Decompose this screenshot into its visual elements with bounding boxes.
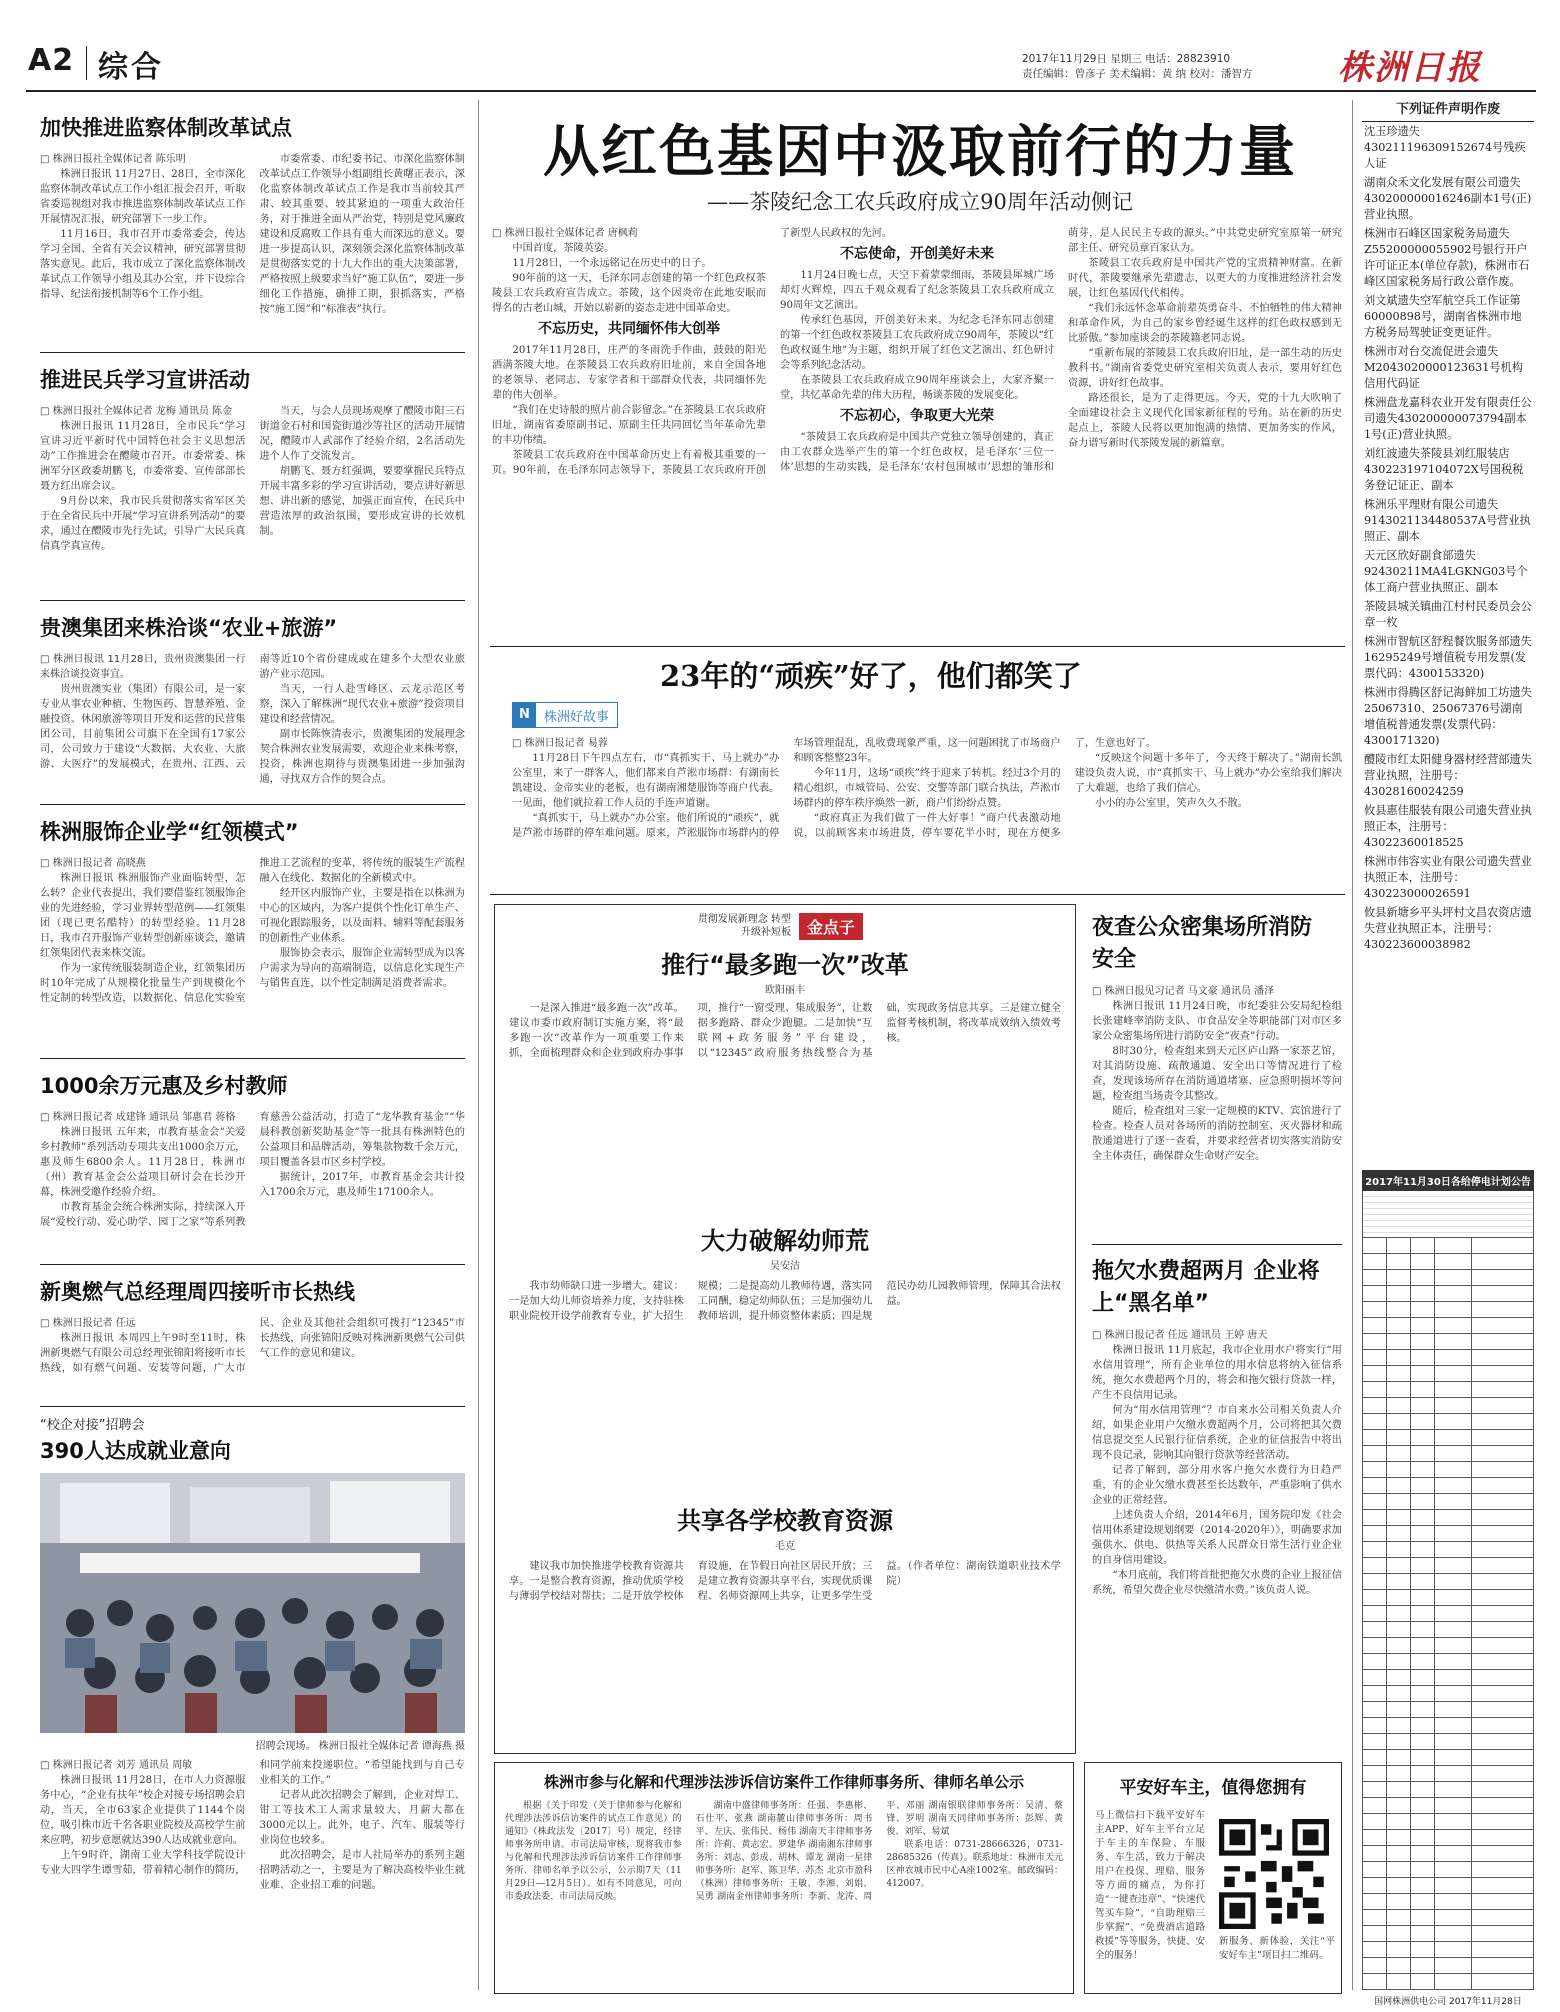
column-kicker: 贯彻发展新理念 转型升级补短板 — [697, 914, 791, 938]
article-body — [40, 1758, 465, 1944]
notice-item: 株洲市智航区舒程餐饮服务部遗失16295249号增值税专用发票(发票代码：4300153320) — [1364, 635, 1532, 680]
paragraph: 胡鹏飞、聂方红强调，要要掌握民兵特点开展丰富多彩的学习宣讲活动，要点讲好新思想、讲出新的感觉，加强正面宣传，在民兵中营造浓厚的政治氛围，要形成宣讲的长效机制。 — [259, 466, 465, 537]
paragraph: 经开区内服饰产业，主要是指在以株洲为中心的区域内，为客户提供个性化订单生产、可视化跟踪服务，以及面料、辅料等配套服务的创新性产业体系。 — [259, 888, 465, 944]
paragraph: 上述负责人介绍，2014年6月，国务院印发《社会信用体系建设规划纲要（2014-2020年）》，明确要求加强供水、供电、供热等关系人民群众日常生活行业企业的自身信用建设。 — [1092, 1510, 1342, 1566]
headline: 1000余万元惠及乡村教师 — [40, 1074, 288, 1098]
story-tag — [512, 702, 618, 728]
article-teachers — [40, 1070, 465, 1260]
paragraph: 此次招聘会，是市人社局举办的系列主题招聘活动之一，主要是为了解决高校毕业生就业难、企业招工难的问题。 — [259, 1850, 465, 1891]
paragraph: 8时30分，检查组来到天元区庐山路一家茶艺馆，对其消防设施、疏散通道、安全出口等情况进行了检查，发现该场所存在消防通道堵塞、应急照明损坏等问题，检查组当场责令其整改。 — [1092, 1046, 1342, 1102]
paragraph: 市教育基金会统合株洲实际，持续深入开展“爱校行动、爱心助学、园丁之家”等系列教育慈善公益活动，打造了“龙华教育基金”“华晨科教创新奖助基金”等一批具有株洲特色的公益项目和品牌活动，筹集款物数千余万元，项目覆盖各县市区乡村学校。 — [40, 1112, 465, 1228]
byline: □ 株洲日报见习记者 马文豪 通讯员 潘泽 — [1092, 986, 1275, 997]
article-supervision — [40, 112, 465, 322]
article-militia — [40, 364, 465, 584]
page-number: A2 — [28, 43, 75, 78]
notice-item: 株洲市石峰区国家税务局遗失Z55200000055902号银行开户许可证正本(单位存款)，株洲市石峰区国家税务局行政公章作废。 — [1364, 227, 1530, 288]
notice-intro: 根据《关于印发（关于律师参与化解和代理涉法涉诉信访案件的试点工作意见）的通知》（株政法发〔2017〕号）规定，经律师事务所申请、市司法局审核，现将我市参与化解和代理涉法涉诉信访案件工作律师事务所、律师名单予以公示，公示期7天（11月29日—12月5日）。如有不同意见，可向市委政法委、市司法局反映。 — [505, 1801, 682, 1902]
paragraph: 当天，与会人员现场观摩了醴陵市阳三石街道金石村和国瓷街道沙等社区的活动开展情况，醴陵市人武部作了经验介绍，2名活动先进个人作了交流发言。 — [259, 406, 465, 462]
paragraph: “茶陵县工农兵政府是中国共产党独立领导创建的，真正由工农群众选举产生的第一个红色政权，是毛泽东‘三位一体’思想的生动实践，是毛泽东‘农村包围城市’思想的雏形和萌芽，是人民民主专政的源头。”中共党史研究室原第一研究部主任、研究员章百家认为。 — [780, 228, 1342, 473]
paragraph: 当天，一行人赴雪峰区、云龙示范区考察，深入了解株洲“现代农业+旅游”投资项目建设和经营情况。 — [259, 684, 465, 725]
paragraph: 何为“用水信用管理”？市自来水公司相关负责人介绍，如果企业用户欠缴水费超两个月，公司将把其欠费信息提交至人民银行征信系统，企业的征信报告中将出现不良记录，影响其向银行贷款等经营活动。 — [1092, 1405, 1342, 1461]
notice-item: 沈玉珍遗失430211196309152674号残疾人证 — [1364, 125, 1526, 170]
paragraph: 路还很长，是为了走得更远。今天，党的十九大吹响了全面建设社会主义现代化国家新征程的号角。站在新的历史起点上，茶陵人民将以更加饱满的热情、更加务实的作风，奋力谱写新时代茶陵发展的新篇章。 — [1068, 393, 1342, 449]
notice-item: 株洲乐平理财有限公司遗失9143021134480537A号营业执照正、副本 — [1364, 498, 1531, 543]
subheading: 不忘初心，争取更大光荣 — [840, 408, 994, 424]
headline: 贵澳集团来株洽谈“农业+旅游” — [40, 616, 338, 640]
byline: □ 株洲日报记者 任远 通讯员 王婷 唐天 — [1092, 1330, 1268, 1341]
notice-item: 株洲盘龙嘉科农业开发有限责任公司遗失430200000073794副本1号(正)营业执照。 — [1364, 396, 1532, 441]
feature-headline: 从红色基因中汲取前行的力量 — [543, 119, 1297, 185]
byline: □ 株洲日报记者 易蓉 — [512, 738, 608, 749]
paragraph: 作为一家传统服装制造企业，红领集团历时10年完成了从规模化批量生产到规模化个性定制的转型改造，以数据化、信息化实验室推进工艺流程的变革，将传统的服装生产流程融入在线化、数据化的全新模式中。 — [40, 858, 465, 1004]
paragraph: 在茶陵县工农兵政府成立90周年座谈会上，大家齐聚一堂，共忆革命先辈的伟大历程，畅谈茶陵的发展变化。 — [780, 375, 1054, 401]
photo-caption: 招聘会现场。 株洲日报社全媒体记者 谭海燕 摄 — [255, 1741, 465, 1752]
notice-item: 攸县新塘乡平头坪村文昌农资店遗失营业执照正本，注册号：430223600038982 — [1364, 906, 1532, 951]
article-body — [40, 856, 465, 1036]
idea1-headline: 推行“最多跑一次”改革 — [661, 951, 909, 979]
idea2-author: 吴安洁 — [770, 1261, 800, 1272]
paragraph: “本月底前，我们将首批把拖欠水费的企业上报征信系统，希望欠费企业尽快缴清水费。”该负责人说。 — [1092, 1570, 1342, 1596]
paragraph: “我们永远怀念革命前辈英勇奋斗、不怕牺牲的伟大精神和革命作风，为自己的家乡曾经诞生这样的红色政权感到无比骄傲。”参加座谈会的茶陵籍老同志说。 — [1068, 303, 1342, 344]
article-water-fee — [1092, 1256, 1342, 1744]
headline: 新奥燃气总经理周四接听市长热线 — [40, 1280, 355, 1304]
column-badge: 金点子 — [799, 913, 863, 940]
headline: 拖欠水费超两月 企业将上“黑名单” — [1092, 1259, 1320, 1316]
outage-notice — [1362, 1170, 1534, 2007]
paper-logo: 株洲日报 — [1338, 48, 1482, 88]
byline: □ 株洲日报社全媒体记者 陈乐明 — [40, 154, 186, 165]
byline: □ 株洲日报讯 11月28日，贵州贵澳集团一行来株洽谈投资事宜。 — [40, 654, 246, 680]
notice-item: 刘文斌遗失空军航空兵工作证第60000898号，湖南省株洲市地方税务局驾驶证变更证件。 — [1364, 294, 1522, 339]
paragraph: 株洲日报讯 11月24日晚，市纪委驻公安局纪检组长张建峰率消防支队、市食品安全等职能部门对市区多家公众密集场所进行消防安全“夜查”行动。 — [1092, 1001, 1342, 1042]
notice-item: 醴陵市红太阳健身器材经营部遗失营业执照，注册号：43028160024259 — [1364, 753, 1532, 798]
paragraph: 株洲日报讯 11月27日、28日，全市深化监察体制改革试点工作小组汇报会召开，听取省委巡视组对我市推进监察体制改革试点工作开展情况汇报，研究部署下一步工作。 — [40, 169, 246, 225]
article-garment — [40, 816, 465, 1036]
paragraph: 市委常委、市纪委书记、市深化监察体制改革试点工作领导小组副组长黄曙正表示，深化监察体制改革试点工作是我市当前较其严肃、较其重要、较其紧迫的一项重大政治任务，对于推进全面从严治党，特别是党风廉政建设和反腐败工作具有重大而深远的意义。要进一步提高认识，深刻领会深化监察体制改革是贯彻落实党的十九大作出的重大决策部署，严格按照上级要求当好“施工队伍”，要进一步细化工作措施，确排工期，狠抓落实，严格按“施工图”和“标准表”执行。 — [259, 154, 465, 315]
idea1-author: 欧阳丽丰 — [765, 985, 805, 996]
idea3-author: 毛克 — [775, 1541, 795, 1552]
article-gas-hotline — [40, 1276, 465, 1406]
paragraph: 株洲日报讯 11月28日，全市民兵“学习宣讲习近平新时代中国特色社会主义思想活动”工作推进会在醴陵市召开。市委常委、株洲军分区政委胡鹏飞，市委常委、宣传部部长聂方红出席会议。 — [40, 421, 246, 492]
byline: □ 株洲日报记者 高晓燕 — [40, 858, 146, 869]
paragraph: 小小的办公室里，笑声久久不散。 — [1095, 798, 1248, 809]
kicker: “校企对接”招聘会 — [40, 1418, 145, 1433]
paragraph: 服饰协会表示，服饰企业需转型成为以客户需求为导向的高端制造，以信息化实现生产与销售直连，以个性定制满足消费者需求。 — [259, 948, 465, 989]
byline: □ 株洲日报记者 任远 — [40, 1318, 136, 1329]
paragraph: 9月份以来，我市民兵贯彻落实省军区关于在全省民兵中开展“学习宣讲系列活动”的要求，通过在醴陵市先行先试，引导广大民兵真信真学真宣传。 — [40, 496, 246, 552]
paragraph: 株洲日报讯 11月底起，我市企业用水户将实行“用水信用管理”，所有企业单位的用水信息将纳入征信系统，拖欠水费超两个月的，将会和拖欠银行贷款一样，产生不良信用记录。 — [1092, 1345, 1342, 1401]
paragraph: 90年前的这一天，毛泽东同志创建的第一个红色政权茶陵县工农兵政府宣告成立。茶陵，这个因炎帝在此地安眠而得名的古老山城，开始以崭新的姿态走进中国革命史。 — [492, 273, 766, 314]
paragraph: 据统计，2017年，市教育基金会共计投入1700余万元，惠及师生17100余人。 — [259, 1172, 465, 1198]
qr-code[interactable] — [1219, 1819, 1329, 1929]
paragraph: 11月28日，一个永远铭记在历史中的日子。 — [512, 258, 712, 269]
headline: 夜查公众密集场所消防安全 — [1092, 915, 1313, 972]
notice-item: 株洲市对台交流促进会遗失M2043020000123631号机构信用代码证 — [1364, 345, 1523, 390]
ad-title: 平安好车主，值得您拥有 — [1119, 1778, 1307, 1798]
subheading: 不忘使命，开创美好未来 — [840, 246, 994, 262]
notice-item: 攸县惠佳服装有限公司遗失营业执照正本，注册号：43022360018525 — [1364, 804, 1532, 849]
paragraph: 2017年11月28日，庄严的冬雨洗手作曲，鼓鼓的阳光洒满茶陵大地。在茶陵县工农兵政府旧址前，来自全国各地的老领导、老同志、专家学者和干部群众代表，共同缅怀先辈的伟大创举。 — [492, 345, 766, 401]
notice-item: 株洲市伟容实业有限公司遗失营业执照正本，注册号：430223000026591 — [1364, 855, 1532, 900]
paragraph: “重新布展的茶陵县工农兵政府旧址，是一部生动的历史教科书。”湖南省委党史研究室相关负责人表示，要用好红色资源，讲好红色故事。 — [1068, 348, 1342, 389]
paragraph: “真抓实干，马上就办”办公室。他们所说的“顽疾”，就是芦淞市场群的停车难问题。原来，芦淞服饰市场群内的停车场管理混乱，乱收费现象严重，这一问题困扰了市场商户和顾客整整23年。 — [512, 738, 1061, 839]
headline: 株洲服饰企业学“红领模式” — [40, 820, 299, 844]
headline: 推进民兵学习宣讲活动 — [40, 368, 250, 392]
paragraph: 株洲日报讯 11月28日，在市人力资源服务中心，“企业有扶年”校企对接专场招聘会启动，当天，全市63家企业提供了1144个岗位，吸引株市近千名各职业院校及高校学生前来应聘，初步意愿就达390人达成就业意向。 — [40, 1775, 246, 1846]
paragraph: “我们在史诗般的照片前合影留念。”在茶陵县工农兵政府旧址，湖南省委原副书记、原副主任共同回忆当年革命先辈的丰功伟绩。 — [492, 405, 766, 446]
notice-item: 株洲市得腾区舒记海鲜加工坊遗失25067310、25067376号湖南增值税普通发票(发票代码：4300171320) — [1364, 686, 1532, 747]
outage-title: 2017年11月30日各给停电计划公告 — [1362, 1170, 1534, 1191]
story-body — [512, 736, 1342, 886]
article-body — [1092, 984, 1342, 1232]
byline: □ 株洲日报记者 成建锋 通讯员 邹惠君 蒋格 — [40, 1112, 236, 1123]
paragraph: 记者了解到，部分用水客户拖欠水费行为日趋严重，有的企业欠缴水费甚至长达数年，严重影响了供水企业的正常经营。 — [1092, 1465, 1342, 1506]
feature-body — [492, 226, 1342, 636]
sidebar-header: 下列证件声明作废 — [1362, 98, 1534, 122]
outage-footer: 国网株洲供电公司 2017年11月28日 — [1374, 1997, 1522, 2007]
article-job-fair — [40, 1414, 465, 1944]
car-owner-ad — [1084, 1762, 1342, 1994]
paragraph: 株洲日报讯 本周四上午9时至11时，株洲新奥燃气有限公司总经理张锦阳将接听市长热线，如有燃气问题、安装等问题，广大市民、企业及其他社会组织可拨打“12345”市长热线，向张锦阳反映对株洲新奥燃气公司供气工作的意见和建议。 — [40, 1318, 465, 1374]
article-body — [40, 1110, 465, 1260]
paragraph: 株洲日报讯 五年来，市教育基金会“关爱乡村教师”系列活动专项共支出1000余万元，惠及师生6800余人。11月28日，株洲市（州）教育基金会公益项目研讨会在长沙开幕，株洲受邀作经验介绍。 — [40, 1127, 246, 1198]
notice-body — [505, 1800, 1063, 1978]
ad-text: 马上微信扫下载平安好车主APP，好车主平台立足于车主的车保险、车服务、车生活，致力于解决用户在投保、理赔、服务等方面的痛点，为你打造“一键查违章”、“快速代驾买车险”、“自助理赔三步掌握”、“免费酒店道路救援”等等服务，快捷、安全的服务！ — [1095, 1810, 1205, 1961]
notice-item: 刘红波遗失茶陵县刘红服装店430223197104072X号国税税务登记证正、副本 — [1364, 447, 1524, 492]
paragraph: 11月28日下午四点左右，市“真抓实干、马上就办”办公室里，来了一群客人，他们都来自芦淞市场群：有湖南长凯建设、金帝实业的老板，也有湖南湘楚服饰等商户代表。一见面，他们就拉着工作人员的手连声道谢。 — [512, 753, 780, 809]
notice-firms: 湖南中盛律师事务所：任强、李惠彬、石仕平、张燕 湖南麓山律师事务所：周书平、左庆、张伟民、杨伟 湖南天丰律师事务所：许莉、黄志宏、罗建华 湖南湘东律师事务所：刘志、彭成、胡林、谭龙 湖南一星律师事务所：赵军、陈卫华、苏杰 北京市盈科（株洲）律师事务所：王敏、李湘、刘娟、吴勇 湖南金州律师事务所：李新、龙涛、周平、邓丽 湖南银联律师事务所：吴清、蔡锋、罗明 湖南天同律师事务所：彭辉、黄俊、刘军、易斌 — [695, 1801, 1063, 1902]
byline: □ 株洲日报记者 刘芳 通讯员 周敏 — [40, 1760, 193, 1771]
paragraph: “政府真正为我们做了一件大好事！”商户代表激动地说，以前顾客来市场进货，停车要花半小时，现在方便多了，生意也好了。 — [793, 738, 1157, 839]
article-body — [40, 652, 465, 800]
subheading: 不忘历史，共同缅怀伟大创举 — [538, 321, 720, 337]
paragraph: 中国首度，茶陵英姿。 — [512, 243, 615, 254]
notice-item: 茶陵县城关镇曲江村村民委员会公章一枚 — [1364, 600, 1532, 629]
article-guiao — [40, 612, 465, 800]
notice-list — [1364, 124, 1532, 1160]
outage-table — [1362, 1237, 1534, 1990]
idea3-headline: 共享各学校教育资源 — [677, 1507, 893, 1535]
ad-footer: 新服务、新体验，关注“平安好车主”项目扫二维码。 — [1219, 1936, 1335, 1961]
paragraph: 上午9时许，湖南工业大学科技学院设计专业大四学生谭雪茹，带着精心制作的简历，和同学前来投递职位。“希望能找到与自己专业相关的工作。” — [40, 1760, 465, 1876]
story-headline: 23年的“顽疾”好了，他们都笑了 — [660, 659, 1082, 693]
paragraph: 11月16日，我市召开市委常委会，传达学习全国、全省有关会议精神，研究部署贯彻落实意见。此后，我市成立了深化监察体制改革试点工作领导小组及其办公室，并下设综合指导、纪法衔接机制等6个工作小组。 — [40, 229, 246, 300]
notice-title: 株洲市参与化解和代理涉法涉诉信访案件工作律师事务所、律师名单公示 — [543, 1773, 1024, 1791]
article-body — [40, 1316, 465, 1406]
headline: 加快推进监察体制改革试点 — [40, 116, 292, 140]
paragraph: 记者从此次招聘会了解到，企业对焊工、钳工等技术工人需求量较大，月薪大都在3000元以上。此外，电子、汽车、服装等行业岗位也较多。 — [259, 1790, 465, 1846]
paragraph: 随后，检查组对三家一定规模的KTV、宾馆进行了检查。检查人员对各场所的消防控制室、灭火器材和疏散通道进行了逐一查看，并要求经营者切实落实消防安全主体责任，确保群众生命财产安全。 — [1092, 1106, 1342, 1162]
notice-item: 湖南众禾文化发展有限公司遗失430200000016246副本1号(正)营业执照。 — [1364, 176, 1532, 221]
paragraph: 贵州贵澳实业（集团）有限公司，是一家专业从事农业种植、生物医药、智慧养殖、金融投资、休闲旅游等项目开发和运营的民营集团公司，目前集团公司旗下在全国有17家公司，公司致力于建设“大数据、大农业、大旅游、大医疗”的发展模式，在贵州、江西、云南等近10个省份建成或在建多个大型农业旅游产业示范园。 — [40, 654, 465, 770]
paragraph: 传承红色基因，开创美好未来。为纪念毛泽东同志创建的第一个红色政权茶陵县工农兵政府成立90周年，茶陵以“红色政权诞生地”为主题，组织开展了红色文艺演出、红色研讨会等系列纪念活动。 — [780, 315, 1054, 371]
ideas-column-box — [494, 904, 1076, 1754]
notice-contact: 联系电话：0731-28666326，0731-28685326（传真）。联系地址：株洲市天元区神农城市民中心A座1002室。邮政编码：412007。 — [886, 1840, 1063, 1889]
article-fire-safety — [1092, 912, 1342, 1232]
paragraph: 株洲日报讯 株洲服饰产业面临转型，怎么转？企业代表提出，我们要借鉴红领服饰企业的先进经验，学习业界转型范例——红领集团（现已更名酷特）的转型经验。11月28日，我市召开服饰产业转型创新座谈会，邀请红领集团代表来株交流。 — [40, 873, 246, 959]
feature-subtitle: ——茶陵纪念工农兵政府成立90周年活动侧记 — [707, 190, 1133, 214]
tag-label: 株洲好故事 — [543, 709, 609, 725]
notice-item: 天元区欣好副食部遗失92430211MA4LGKNG03号个体工商户营业执照正、副本 — [1364, 549, 1528, 594]
paragraph: 今年11月，这场“顽疾”终于迎来了转机。经过3个月的精心组织，市城管局、公安、交警等部门联合执法，芦淞市场群内的停车秩序焕然一新，商户们纷纷点赞。 — [793, 768, 1061, 809]
article-body — [40, 152, 465, 322]
paragraph: “反映这个问题十多年了，今天终于解决了。”湖南长凯建设负责人说，市“真抓实干、马上就办”办公室给我们解决了大难题，也给了我们信心。 — [1074, 753, 1342, 794]
idea2-body: 我市幼师缺口进一步增大。建议：一是加大幼儿师资培养力度，支持驻株职业院校开设学前教育专业，扩大招生规模；二是提高幼儿教师待遇，落实同工同酬，稳定幼师队伍；三是加强幼儿教师培训，提升师资整体素质；四是规范民办幼儿园教师管理，保障其合法权益。 — [509, 1281, 1061, 1322]
headline: 390人达成就业意向 — [40, 1439, 231, 1463]
paragraph: 11月24日晚七点，天空下着蒙蒙细雨，茶陵县犀城广场却灯火辉煌，四五千观众观看了纪念茶陵县工农兵政府成立90周年文艺演出。 — [780, 270, 1054, 311]
tag-icon: N — [513, 703, 536, 727]
job-fair-photo — [40, 1473, 465, 1733]
idea2-headline: 大力破解幼师荒 — [701, 1227, 869, 1255]
paragraph: 茶陵县工农兵政府在中国革命历史上有着极其重要的一页。90年前，在毛泽东同志领导下，茶陵县工农兵政府开创了新型人民政权的先河。 — [492, 228, 893, 476]
date-line: 2017年11月29日 星期三 电话：28823910 — [1022, 53, 1231, 65]
idea3-body: 建议我市加快推进学校教育资源共享。一是整合教育资源，推动优质学校与薄弱学校结对帮扶；二是开放学校体育设施，在节假日向社区居民开放；三是建立教育资源共享平台，实现优质课程、名师资源网上共享，让更多学生受益。（作者单位：湖南铁道职业技术学院） — [509, 1561, 1061, 1602]
paragraph: 副市长陈恢清表示，贵澳集团的发展理念契合株洲农业发展需要，欢迎企业来株考察，投资，株洲也期待与贵澳集团进一步加强沟通，寻找双方合作的契合点。 — [259, 729, 465, 785]
idea1-body: 一是深入推进“最多跑一次”改革。建议市委市政府制订实施方案，将“最多跑一次”改革作为一项重要工作来抓，全面梳理群众和企业到政府办事事项，推行“一窗受理、集成服务”，让数据多跑路、群众少跑腿。二是加快“互联网+政务服务”平台建设，以“12345”政府服务热线整合为基础，实现政务信息共享。三是建立健全监督考核机制，将改革成效纳入绩效考核。 — [509, 1003, 1061, 1059]
editors-line: 责任编辑：曾彦子 美术编辑：黄 纳 校对：潘智方 — [1022, 68, 1253, 80]
section-name: 综合 — [98, 50, 164, 85]
article-body — [1092, 1328, 1342, 1744]
byline: □ 株洲日报社全媒体记者 唐枫莉 — [492, 228, 638, 239]
paragraph: 茶陵县工农兵政府是中国共产党的宝贵精神财富。在新时代，茶陵要继承先辈遗志，以更大的力度推进经济社会发展，让红色基因代代相传。 — [1068, 258, 1342, 299]
byline: □ 株洲日报社全媒体记者 龙梅 通讯员 陈金 — [40, 406, 233, 417]
lawyer-notice — [494, 1762, 1074, 1994]
article-body — [40, 404, 465, 584]
